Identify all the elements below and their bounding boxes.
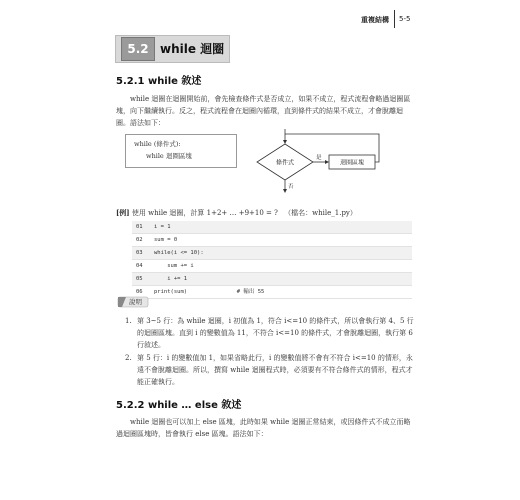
syntax-box [125,134,237,168]
line-number: 05 [136,276,143,282]
subsection-heading-2: 5.2.2 while … else 敘述 [116,400,242,411]
else-paragraph: while 迴圈也可以加上 else 區塊，此時如果 while 迴圈正常結束，或因條件式不成立而略過迴圈區塊時，皆會執行 else 區塊。語法如下： [116,418,411,438]
explanation-item-1 [125,315,415,351]
explanation-item-2 [125,352,415,388]
example-label: [例] [116,208,130,217]
subsection-heading-1: 5.2.1 while 敘述 [116,76,202,87]
code-line [132,273,412,285]
code-text: sum += i [154,263,194,269]
code-line [132,221,412,233]
line-number: 03 [136,250,143,256]
explanation-text: 第 3~5 行：為 while 迴圈，i 初值為 1，符合 i<=10 的條件式，所以會執行第 4、5 行的迴圈區塊。直到 i 的變數值為 11，不符合 i<=10 的條件式，才會脫離迴圈，執行第 6 行敘述。 [137,317,414,349]
code-listing [132,221,412,299]
section-title: while 迴圈 [160,42,225,56]
section-number-badge [121,37,155,61]
example-caption [116,208,357,218]
explanation-number: 1. [125,317,132,325]
code-line [132,234,412,246]
header-divider [394,10,395,28]
syntax-line-2: while 迴圈區塊 [146,152,192,160]
example-text: 使用 while 迴圈，計算 1+2+ … +9+10 = ? [131,209,278,217]
while-flowchart [245,126,395,196]
example-filename: （檔名：while_1.py） [284,209,357,217]
line-number: 04 [136,263,143,269]
page-number: 5-5 [399,15,411,23]
yes-label: 是 [316,155,322,161]
yes-arrow [325,160,329,164]
code-text: sum = 0 [154,237,178,243]
explanation-number: 2. [125,354,132,362]
code-line [132,247,412,259]
explanation-text: 第 5 行：i 的變數值加 1，如果省略此行，i 的變數值將不會有不符合 i<=10 的情形，永遠不會脫離迴圈。所以，撰寫 while 迴圈程式時，必須要有不符合條件式的情形，程式才能正確執行。 [137,354,413,386]
no-label: 否 [288,184,294,190]
code-text: i += 1 [154,276,188,282]
line-number: 02 [136,237,143,243]
flow-entry-arrow [283,140,287,144]
line-number: 01 [136,224,143,230]
note-label: 說明 [129,298,142,306]
syntax-line-1: while (條件式): [134,140,181,148]
running-header-title: 重複結構 [361,16,389,24]
code-line [132,260,412,272]
code-separator [132,298,412,299]
note-badge [116,296,150,308]
condition-label: 條件式 [275,159,295,167]
code-text: print(sum) # 輸出 55 [154,289,265,295]
code-text: i = 1 [154,224,171,230]
no-arrow [283,189,287,193]
loop-block-label: 迴圈區塊 [339,159,365,167]
code-line [132,286,412,298]
intro-paragraph: while 迴圈在迴圈開始前，會先檢查條件式是否成立，如果不成立，程式流程會略過迴圈區塊，向下繼續執行。反之，程式流程會在迴圈內循環，直到條件式的結果不成立，才會脫離迴圈。語法如下： [116,95,411,127]
code-text: while(i <= 10): [154,250,204,256]
section-number: 5.2 [127,42,149,56]
line-number: 06 [136,289,143,295]
